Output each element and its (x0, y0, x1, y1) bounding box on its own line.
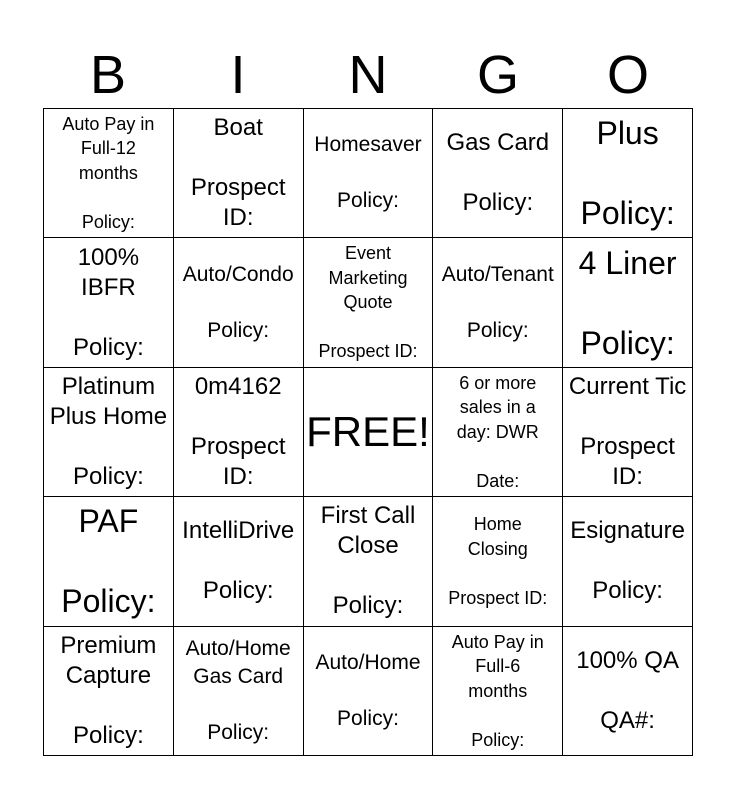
cell-text: Auto/Home Policy: (315, 650, 421, 730)
cell-text: Gas Card Policy: (446, 129, 550, 217)
free-space-text: FREE! (306, 407, 430, 455)
cell-text: 6 or more sales in a day: DWR Date: (456, 372, 539, 491)
bingo-header (43, 44, 693, 106)
header-letter-g: G (476, 45, 519, 105)
cell-text: Esignature Policy: (570, 517, 685, 605)
free-space-cell[interactable] (304, 368, 434, 497)
cell-text: Homesaver Policy: (314, 133, 422, 213)
bingo-cell[interactable] (433, 109, 563, 238)
cell-text: Premium Capture Policy: (60, 631, 157, 749)
cell-text: Auto/Condo Policy: (182, 262, 294, 342)
bingo-cell[interactable] (304, 627, 434, 756)
bingo-cell[interactable] (304, 238, 434, 367)
bingo-cell[interactable] (563, 238, 693, 367)
cell-text: Current Tic Prospect ID: (568, 372, 687, 490)
cell-text: 4 Liner Policy: (578, 244, 677, 361)
bingo-board (43, 108, 693, 756)
cell-text: Auto/Home Gas Card Policy: (185, 636, 291, 744)
header-letter-i: I (230, 45, 246, 105)
bingo-cell[interactable] (174, 627, 304, 756)
cell-text: Home Closing Prospect ID: (448, 514, 548, 608)
bingo-cell[interactable] (433, 368, 563, 497)
bingo-cell[interactable] (174, 368, 304, 497)
header-letter-n: N (348, 45, 388, 105)
cell-text: Boat Prospect ID: (190, 114, 286, 232)
header-letter-o: O (606, 45, 649, 105)
bingo-cell[interactable] (563, 497, 693, 626)
bingo-cell[interactable] (44, 238, 174, 367)
bingo-cell[interactable] (433, 497, 563, 626)
bingo-cell[interactable] (44, 627, 174, 756)
bingo-cell[interactable] (44, 109, 174, 238)
cell-text: 100% QA QA#: (576, 646, 679, 734)
cell-text: Auto/Tenant Policy: (441, 262, 554, 342)
cell-text: Event Marketing Quote Prospect ID: (318, 243, 418, 362)
bingo-cell[interactable] (433, 627, 563, 756)
bingo-cell[interactable] (44, 497, 174, 626)
bingo-cell[interactable] (304, 109, 434, 238)
cell-text: 100% IBFR Policy: (73, 243, 144, 361)
header-letter-b: B (89, 45, 127, 105)
cell-text: First Call Close Policy: (320, 502, 416, 620)
bingo-cell[interactable] (563, 368, 693, 497)
cell-text: Plus Policy: (580, 115, 675, 232)
bingo-cell[interactable] (174, 109, 304, 238)
bingo-cell[interactable] (563, 627, 693, 756)
bingo-cell[interactable] (304, 497, 434, 626)
cell-text: Platinum Plus Home Policy: (49, 372, 168, 490)
bingo-cell[interactable] (174, 238, 304, 367)
cell-text: IntelliDrive Policy: (182, 517, 295, 605)
bingo-cell[interactable] (433, 238, 563, 367)
cell-text: 0m4162 Prospect ID: (190, 372, 286, 490)
bingo-cell[interactable] (563, 109, 693, 238)
cell-text: Auto Pay in Full-6 months Policy: (451, 631, 544, 750)
bingo-cell[interactable] (44, 368, 174, 497)
bingo-cell[interactable] (174, 497, 304, 626)
cell-text: Auto Pay in Full-12 months Policy: (62, 113, 155, 232)
cell-text: PAF Policy: (61, 503, 156, 620)
